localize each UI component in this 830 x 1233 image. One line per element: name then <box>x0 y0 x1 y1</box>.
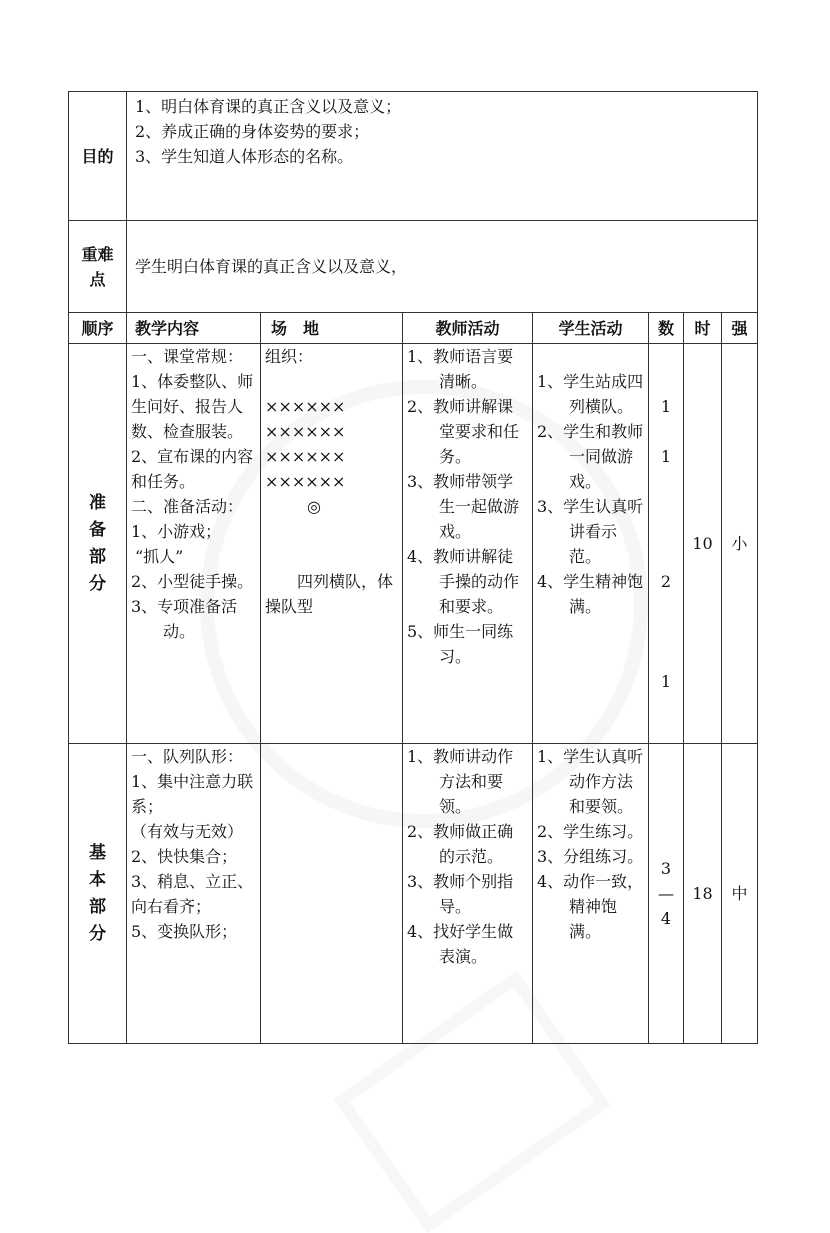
formation-row: ×××××× <box>265 472 346 491</box>
venue-label: 组织： <box>265 347 314 366</box>
difficulty-row <box>69 221 758 313</box>
section-prep-student: 1、学生站成四列横队。 2、学生和教师一同做游戏。 3、学生认真听讲看示范。 4、学生精神饱满。 <box>533 344 649 744</box>
section-prep-content: 一、课堂常规： 1、体委整队、师生问好、报告人数、检查服装。 2、宣布课的内容和任务。 二、准备活动： 1、小游戏； “抓人” 2、小型徒手操。 3、专项准备活动。 <box>127 344 261 744</box>
section-basic-content: 一、队列队形： 1、集中注意力联系； （有效与无效） 2、快快集合； 3、稍息、立正、向右看齐； 5、变换队形； <box>127 744 261 1044</box>
difficulty-label: 重难 点 <box>69 221 127 313</box>
section-prep-name: 准 备 部 分 <box>69 344 127 744</box>
formation-row: ×××××× <box>265 447 346 466</box>
section-prep-row <box>69 344 758 744</box>
goal-item-2: 2、养成正确的身体姿势的要求； <box>135 122 370 141</box>
section-basic-intensity: 中 <box>722 744 758 1044</box>
section-basic-venue <box>261 744 403 1044</box>
formation-row: ×××××× <box>265 397 346 416</box>
header-count: 数 <box>649 313 684 344</box>
section-basic-time: 18 <box>684 744 722 1044</box>
teacher-position-mark: ◎ <box>307 497 321 516</box>
header-order: 顺序 <box>69 313 127 344</box>
header-venue: 场 地 <box>261 313 403 344</box>
difficulty-text: 学生明白体育课的真正含义以及意义， <box>127 221 758 313</box>
header-teacher: 教师活动 <box>403 313 533 344</box>
section-basic-student: 1、学生认真听动作方法和要领。 2、学生练习。 3、分组练习。 4、动作一致，精神饱满。 <box>533 744 649 1044</box>
section-prep-count: 1 1 2 1 <box>649 344 684 744</box>
section-prep-intensity: 小 <box>722 344 758 744</box>
header-time: 时 <box>684 313 722 344</box>
header-student: 学生活动 <box>533 313 649 344</box>
section-prep-teacher: 1、教师语言要清晰。 2、教师讲解课堂要求和任务。 3、教师带领学生一起做游戏。 4、教师讲解徒手操的动作和要求。 5、师生一同练习。 <box>403 344 533 744</box>
section-prep-venue <box>261 344 403 744</box>
goal-item-3: 3、学生知道人体形态的名称。 <box>135 147 354 166</box>
header-intensity: 强 <box>722 313 758 344</box>
section-basic-count: 3 — 4 <box>649 744 684 1044</box>
section-basic-row <box>69 744 758 1044</box>
goals-label: 目的 <box>69 92 127 221</box>
section-basic-teacher: 1、教师讲动作方法和要领。 2、教师做正确的示范。 3、教师个别指导。 4、找好学生做表演。 <box>403 744 533 1044</box>
goals-row <box>69 92 758 221</box>
header-content: 教学内容 <box>127 313 261 344</box>
section-basic-name: 基 本 部 分 <box>69 744 127 1044</box>
goal-item-1: 1、明白体育课的真正含义以及意义； <box>135 97 402 116</box>
section-prep-time: 10 <box>684 344 722 744</box>
lesson-plan-table <box>68 91 758 1044</box>
venue-note: 四列横队，体操队型 <box>265 572 394 616</box>
formation-row: ×××××× <box>265 422 346 441</box>
header-row <box>69 313 758 344</box>
